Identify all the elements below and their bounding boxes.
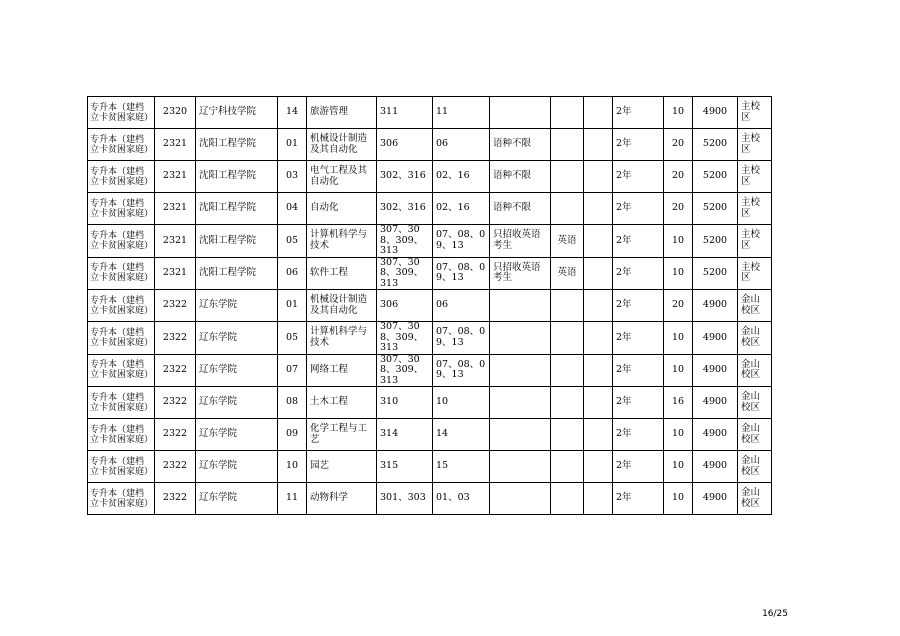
cell-school-code: 2322	[155, 451, 196, 483]
cell-school-name: 辽东学院	[196, 354, 278, 387]
cell-category: 专升本（建档立卡贫困家庭）	[88, 322, 155, 355]
cell-school-name: 沈阳工程学院	[196, 193, 278, 225]
cell-major-code: 01	[278, 129, 307, 161]
cell-plan-count: 10	[664, 451, 693, 483]
cell-school-code: 2321	[155, 161, 196, 193]
cell-school-code: 2321	[155, 129, 196, 161]
cell-category: 专升本（建档立卡贫困家庭）	[88, 97, 155, 129]
cell-major-code: 10	[278, 451, 307, 483]
cell-subject-codes: 06	[433, 129, 490, 161]
cell-school-name: 辽东学院	[196, 483, 278, 515]
cell-empty	[584, 225, 613, 258]
table-row	[88, 387, 772, 419]
cell-requirement	[490, 387, 551, 419]
cell-language: 英语	[551, 225, 584, 258]
cell-school-code: 2320	[155, 97, 196, 129]
cell-exam-subjects: 301、303	[377, 483, 433, 515]
cell-category: 专升本（建档立卡贫困家庭）	[88, 387, 155, 419]
cell-plan-count: 20	[664, 290, 693, 322]
cell-requirement	[490, 97, 551, 129]
table-row	[88, 322, 772, 355]
cell-exam-subjects: 307、308、309、313	[377, 322, 433, 355]
cell-major-code: 09	[278, 419, 307, 451]
cell-duration: 2年	[613, 161, 664, 193]
cell-subject-codes: 07、08、09、13	[433, 225, 490, 258]
cell-empty	[584, 387, 613, 419]
cell-tuition: 4900	[693, 97, 738, 129]
cell-major-name: 计算机科学与技术	[307, 322, 377, 355]
cell-subject-codes: 10	[433, 387, 490, 419]
cell-duration: 2年	[613, 387, 664, 419]
cell-requirement	[490, 451, 551, 483]
cell-major-name: 网络工程	[307, 354, 377, 387]
cell-requirement	[490, 354, 551, 387]
table-row	[88, 290, 772, 322]
cell-major-name: 园艺	[307, 451, 377, 483]
cell-plan-count: 10	[664, 97, 693, 129]
cell-exam-subjects: 307、308、309、313	[377, 225, 433, 258]
cell-empty	[584, 193, 613, 225]
cell-duration: 2年	[613, 290, 664, 322]
cell-campus: 金山校区	[738, 387, 772, 419]
cell-major-name: 机械设计制造及其自动化	[307, 129, 377, 161]
cell-school-code: 2321	[155, 193, 196, 225]
cell-school-name: 辽东学院	[196, 290, 278, 322]
cell-school-code: 2322	[155, 354, 196, 387]
cell-category: 专升本（建档立卡贫困家庭）	[88, 193, 155, 225]
table-row	[88, 97, 772, 129]
cell-language	[551, 387, 584, 419]
cell-school-code: 2322	[155, 483, 196, 515]
cell-requirement	[490, 483, 551, 515]
cell-major-code: 05	[278, 322, 307, 355]
cell-requirement: 只招收英语考生	[490, 257, 551, 290]
page-number: 16/25	[762, 609, 788, 619]
cell-campus: 主校区	[738, 97, 772, 129]
cell-plan-count: 20	[664, 193, 693, 225]
cell-category: 专升本（建档立卡贫困家庭）	[88, 129, 155, 161]
cell-school-name: 沈阳工程学院	[196, 129, 278, 161]
cell-duration: 2年	[613, 419, 664, 451]
cell-subject-codes: 14	[433, 419, 490, 451]
cell-language	[551, 161, 584, 193]
cell-requirement	[490, 290, 551, 322]
cell-subject-codes: 07、08、09、13	[433, 354, 490, 387]
cell-major-code: 06	[278, 257, 307, 290]
cell-exam-subjects: 310	[377, 387, 433, 419]
cell-campus: 主校区	[738, 161, 772, 193]
table-row	[88, 129, 772, 161]
table-row	[88, 451, 772, 483]
cell-empty	[584, 483, 613, 515]
cell-category: 专升本（建档立卡贫困家庭）	[88, 161, 155, 193]
cell-exam-subjects: 306	[377, 129, 433, 161]
cell-school-code: 2322	[155, 322, 196, 355]
cell-empty	[584, 161, 613, 193]
cell-school-name: 辽东学院	[196, 419, 278, 451]
cell-major-code: 08	[278, 387, 307, 419]
cell-campus: 金山校区	[738, 322, 772, 355]
cell-empty	[584, 322, 613, 355]
cell-plan-count: 10	[664, 257, 693, 290]
cell-school-code: 2322	[155, 290, 196, 322]
cell-plan-count: 10	[664, 419, 693, 451]
table-row	[88, 419, 772, 451]
cell-campus: 金山校区	[738, 419, 772, 451]
cell-tuition: 4900	[693, 354, 738, 387]
cell-duration: 2年	[613, 483, 664, 515]
cell-major-code: 11	[278, 483, 307, 515]
cell-category: 专升本（建档立卡贫困家庭）	[88, 257, 155, 290]
cell-category: 专升本（建档立卡贫困家庭）	[88, 290, 155, 322]
cell-exam-subjects: 307、308、309、313	[377, 257, 433, 290]
cell-empty	[584, 419, 613, 451]
cell-tuition: 5200	[693, 257, 738, 290]
cell-subject-codes: 07、08、09、13	[433, 322, 490, 355]
cell-exam-subjects: 314	[377, 419, 433, 451]
cell-tuition: 4900	[693, 451, 738, 483]
cell-major-name: 软件工程	[307, 257, 377, 290]
cell-major-name: 动物科学	[307, 483, 377, 515]
cell-requirement: 只招收英语考生	[490, 225, 551, 258]
cell-plan-count: 16	[664, 387, 693, 419]
cell-tuition: 4900	[693, 483, 738, 515]
cell-requirement: 语种不限	[490, 161, 551, 193]
cell-subject-codes: 01、03	[433, 483, 490, 515]
cell-exam-subjects: 311	[377, 97, 433, 129]
cell-duration: 2年	[613, 129, 664, 161]
table-row	[88, 483, 772, 515]
cell-language	[551, 290, 584, 322]
cell-campus: 金山校区	[738, 451, 772, 483]
cell-major-name: 机械设计制造及其自动化	[307, 290, 377, 322]
cell-major-name: 自动化	[307, 193, 377, 225]
cell-exam-subjects: 306	[377, 290, 433, 322]
table-row	[88, 161, 772, 193]
cell-plan-count: 10	[664, 354, 693, 387]
cell-language	[551, 354, 584, 387]
cell-campus: 主校区	[738, 129, 772, 161]
cell-major-name: 旅游管理	[307, 97, 377, 129]
cell-school-name: 辽东学院	[196, 322, 278, 355]
cell-major-name: 土木工程	[307, 387, 377, 419]
cell-duration: 2年	[613, 225, 664, 258]
cell-major-code: 03	[278, 161, 307, 193]
cell-plan-count: 20	[664, 161, 693, 193]
cell-campus: 主校区	[738, 225, 772, 258]
cell-campus: 金山校区	[738, 354, 772, 387]
cell-exam-subjects: 315	[377, 451, 433, 483]
cell-duration: 2年	[613, 322, 664, 355]
cell-plan-count: 20	[664, 129, 693, 161]
cell-subject-codes: 11	[433, 97, 490, 129]
cell-tuition: 4900	[693, 387, 738, 419]
cell-category: 专升本（建档立卡贫困家庭）	[88, 225, 155, 258]
cell-campus: 金山校区	[738, 483, 772, 515]
cell-language	[551, 483, 584, 515]
cell-school-name: 辽宁科技学院	[196, 97, 278, 129]
cell-requirement: 语种不限	[490, 129, 551, 161]
cell-duration: 2年	[613, 451, 664, 483]
cell-exam-subjects: 307、308、309、313	[377, 354, 433, 387]
cell-major-code: 01	[278, 290, 307, 322]
cell-duration: 2年	[613, 193, 664, 225]
cell-language	[551, 129, 584, 161]
cell-category: 专升本（建档立卡贫困家庭）	[88, 354, 155, 387]
cell-campus: 主校区	[738, 257, 772, 290]
cell-tuition: 4900	[693, 290, 738, 322]
cell-school-code: 2322	[155, 419, 196, 451]
cell-school-name: 辽东学院	[196, 451, 278, 483]
cell-language	[551, 451, 584, 483]
cell-duration: 2年	[613, 257, 664, 290]
cell-language	[551, 322, 584, 355]
cell-subject-codes: 15	[433, 451, 490, 483]
table-row	[88, 257, 772, 290]
cell-school-name: 辽东学院	[196, 387, 278, 419]
cell-school-name: 沈阳工程学院	[196, 257, 278, 290]
cell-empty	[584, 354, 613, 387]
cell-empty	[584, 97, 613, 129]
cell-category: 专升本（建档立卡贫困家庭）	[88, 451, 155, 483]
cell-major-name: 电气工程及其自动化	[307, 161, 377, 193]
cell-language	[551, 97, 584, 129]
table-body	[88, 97, 772, 515]
cell-major-code: 04	[278, 193, 307, 225]
cell-tuition: 5200	[693, 193, 738, 225]
cell-exam-subjects: 302、316	[377, 193, 433, 225]
cell-tuition: 4900	[693, 322, 738, 355]
cell-tuition: 5200	[693, 161, 738, 193]
cell-category: 专升本（建档立卡贫困家庭）	[88, 419, 155, 451]
cell-duration: 2年	[613, 354, 664, 387]
cell-subject-codes: 02、16	[433, 161, 490, 193]
cell-empty	[584, 129, 613, 161]
cell-empty	[584, 257, 613, 290]
cell-subject-codes: 02、16	[433, 193, 490, 225]
cell-requirement	[490, 419, 551, 451]
cell-plan-count: 10	[664, 322, 693, 355]
cell-language	[551, 419, 584, 451]
cell-major-name: 化学工程与工艺	[307, 419, 377, 451]
cell-requirement: 语种不限	[490, 193, 551, 225]
cell-major-code: 05	[278, 225, 307, 258]
cell-subject-codes: 06	[433, 290, 490, 322]
cell-school-code: 2321	[155, 225, 196, 258]
table-row	[88, 225, 772, 258]
cell-plan-count: 10	[664, 483, 693, 515]
cell-tuition: 5200	[693, 225, 738, 258]
cell-school-name: 沈阳工程学院	[196, 225, 278, 258]
table-row	[88, 354, 772, 387]
cell-major-code: 07	[278, 354, 307, 387]
cell-school-code: 2322	[155, 387, 196, 419]
cell-subject-codes: 07、08、09、13	[433, 257, 490, 290]
cell-plan-count: 10	[664, 225, 693, 258]
cell-tuition: 4900	[693, 419, 738, 451]
cell-language	[551, 193, 584, 225]
cell-campus: 金山校区	[738, 290, 772, 322]
cell-requirement	[490, 322, 551, 355]
cell-school-name: 沈阳工程学院	[196, 161, 278, 193]
cell-school-code: 2321	[155, 257, 196, 290]
cell-language: 英语	[551, 257, 584, 290]
cell-major-code: 14	[278, 97, 307, 129]
cell-category: 专升本（建档立卡贫困家庭）	[88, 483, 155, 515]
cell-empty	[584, 290, 613, 322]
cell-empty	[584, 451, 613, 483]
cell-campus: 主校区	[738, 193, 772, 225]
enrollment-plan-table	[87, 96, 772, 515]
cell-duration: 2年	[613, 97, 664, 129]
cell-exam-subjects: 302、316	[377, 161, 433, 193]
table-row	[88, 193, 772, 225]
cell-tuition: 5200	[693, 129, 738, 161]
cell-major-name: 计算机科学与技术	[307, 225, 377, 258]
